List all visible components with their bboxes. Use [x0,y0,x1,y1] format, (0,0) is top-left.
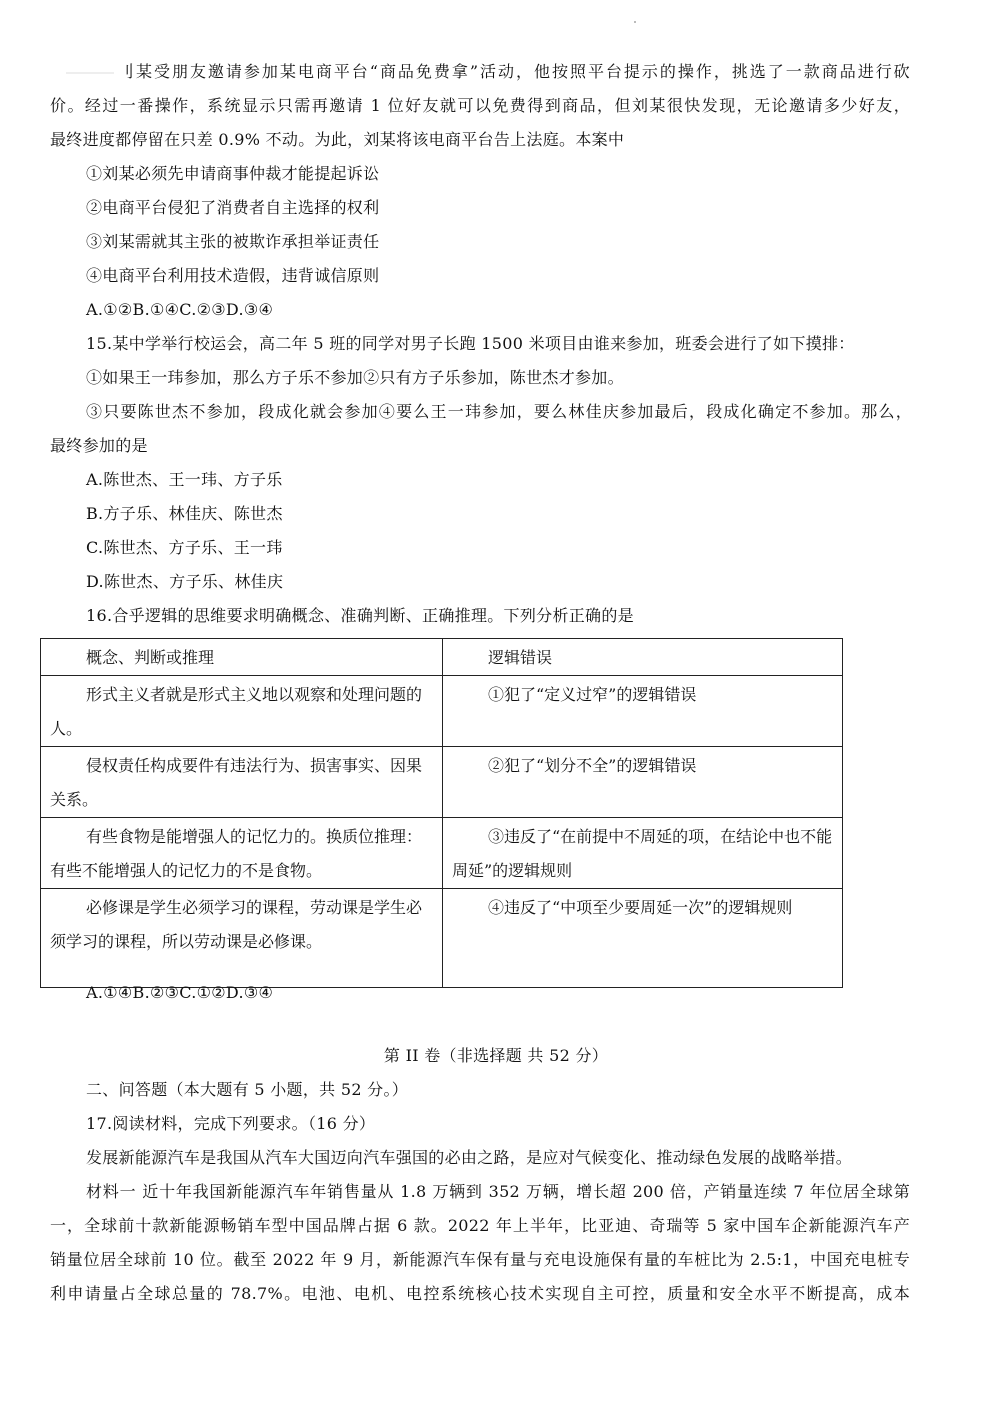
material-line-1: 材料一 近十年我国新能源汽车年销售量从 1.8 万辆到 352 万辆，增长超 200 倍，产销量连续 7 年位居全球第 [86,1182,910,1201]
table-cell [41,889,443,988]
cell-text: ④违反了“中项至少要周延一次”的逻辑规则 [488,898,793,917]
cell-text: 有些食物是能增强人的记忆力的。换质位推理：有些不能增强人的记忆力的不是食物。 [50,827,423,880]
q15-condition-1: ①如果王一玮参加，那么方子乐不参加②只有方子乐参加，陈世杰才参加。 [86,368,624,387]
q15-option-b: B.方子乐、林佳庆、陈世杰 [86,504,283,523]
table-cell [41,747,443,818]
q15-option-a: A.陈世杰、王一玮、方子乐 [86,470,283,489]
q15-condition-2-cont: 最终参加的是 [50,436,148,455]
q14-statement-3: ③刘某需就其主张的被欺诈承担举证责任 [86,232,380,251]
q15-option-c: C.陈世杰、方子乐、王一玮 [86,538,283,557]
table-row [41,818,843,889]
q15-stem: 15.某中学举行校运会，高二年 5 班的同学对男子长跑 1500 米项目由谁来参加，班委会进行了如下摸排： [86,334,855,353]
q14-options: A.①②B.①④C.②③D.③④ [86,300,274,319]
table-cell [41,818,443,889]
table-header-cell [443,639,843,676]
q16-options: A.①④B.②③C.①②D.③④ [86,983,274,1002]
q14-statement-4: ④电商平台利用技术造假，违背诚信原则 [86,266,380,285]
material-line-4: 利申请量占全球总量的 78.7%。电池、电机、电控系统核心技术实现自主可控，质量和安全水平不断提高，成本 [50,1284,910,1303]
table-row [41,676,843,747]
q14-statement-2: ②电商平台侵犯了消费者自主选择的权利 [86,198,380,217]
q14-stem-line-1: 刂某受朋友邀请参加某电商平台“商品免费拿”活动，他按照平台提示的操作，挑选了一款商品进行砍 [118,62,910,81]
table-row [41,747,843,818]
header-concept: 概念、判断或推理 [86,648,215,667]
table-cell [443,747,843,818]
q14-stem-line-3: 最终进度都停留在只差 0.9% 不动。为此，刘某将该电商平台告上法庭。本案中 [50,130,625,149]
cell-text: ③违反了“在前提中不周延的项，在结论中也不能周延”的逻辑规则 [452,827,833,880]
q14-statement-1: ①刘某必须先申请商事仲裁才能提起诉讼 [86,164,380,183]
table-cell [443,818,843,889]
scan-smudge [66,72,114,74]
table-header-cell [41,639,443,676]
logic-table [40,638,843,988]
table-cell [443,889,843,988]
q14-stem-line-2: 价。经过一番操作，系统显示只需再邀请 1 位好友就可以免费得到商品，但刘某很快发现，无论邀请多少好友， [50,96,910,115]
table-cell [41,676,443,747]
cell-text: 形式主义者就是形式主义地以观察和处理问题的人。 [50,685,423,738]
section-heading: 二、问答题（本大题有 5 小题，共 52 分。） [86,1080,409,1099]
material-line-2: 一，全球前十款新能源畅销车型中国品牌占据 6 款。2022 年上半年，比亚迪、奇瑞等 5 家中国车企新能源汽车产 [50,1216,910,1235]
table-cell [443,676,843,747]
cell-text: ①犯了“定义过窄”的逻辑错误 [488,685,697,704]
cell-text: 侵权责任构成要件有违法行为、损害事实、因果关系。 [50,756,423,809]
q16-stem: 16.合乎逻辑的思维要求明确概念、准确判断、正确推理。下列分析正确的是 [86,606,634,625]
table-row [41,889,843,988]
q17-title: 17.阅读材料，完成下列要求。（16 分） [86,1114,376,1133]
material-line-3: 销量位居全球前 10 位。截至 2022 年 9 月，新能源汽车保有量与充电设施保有量的车桩比为 2.5:1，中国充电桩专 [50,1250,910,1269]
cell-text: ②犯了“划分不全”的逻辑错误 [488,756,697,775]
part2-title: 第 II 卷（非选择题 共 52 分） [383,1046,609,1065]
table-header-row [41,639,843,676]
scan-speck [634,21,636,23]
cell-text: 必修课是学生必须学习的课程，劳动课是学生必须学习的课程，所以劳动课是必修课。 [50,898,423,951]
header-error: 逻辑错误 [488,648,553,667]
q17-intro: 发展新能源汽车是我国从汽车大国迈向汽车强国的必由之路，是应对气候变化、推动绿色发展的战略举措。 [86,1148,853,1167]
q15-option-d: D.陈世杰、方子乐、林佳庆 [86,572,284,591]
q15-condition-2: ③只要陈世杰不参加，段成化就会参加④要么王一玮参加，要么林佳庆参加最后，段成化确定不参加。那么， [86,402,912,421]
